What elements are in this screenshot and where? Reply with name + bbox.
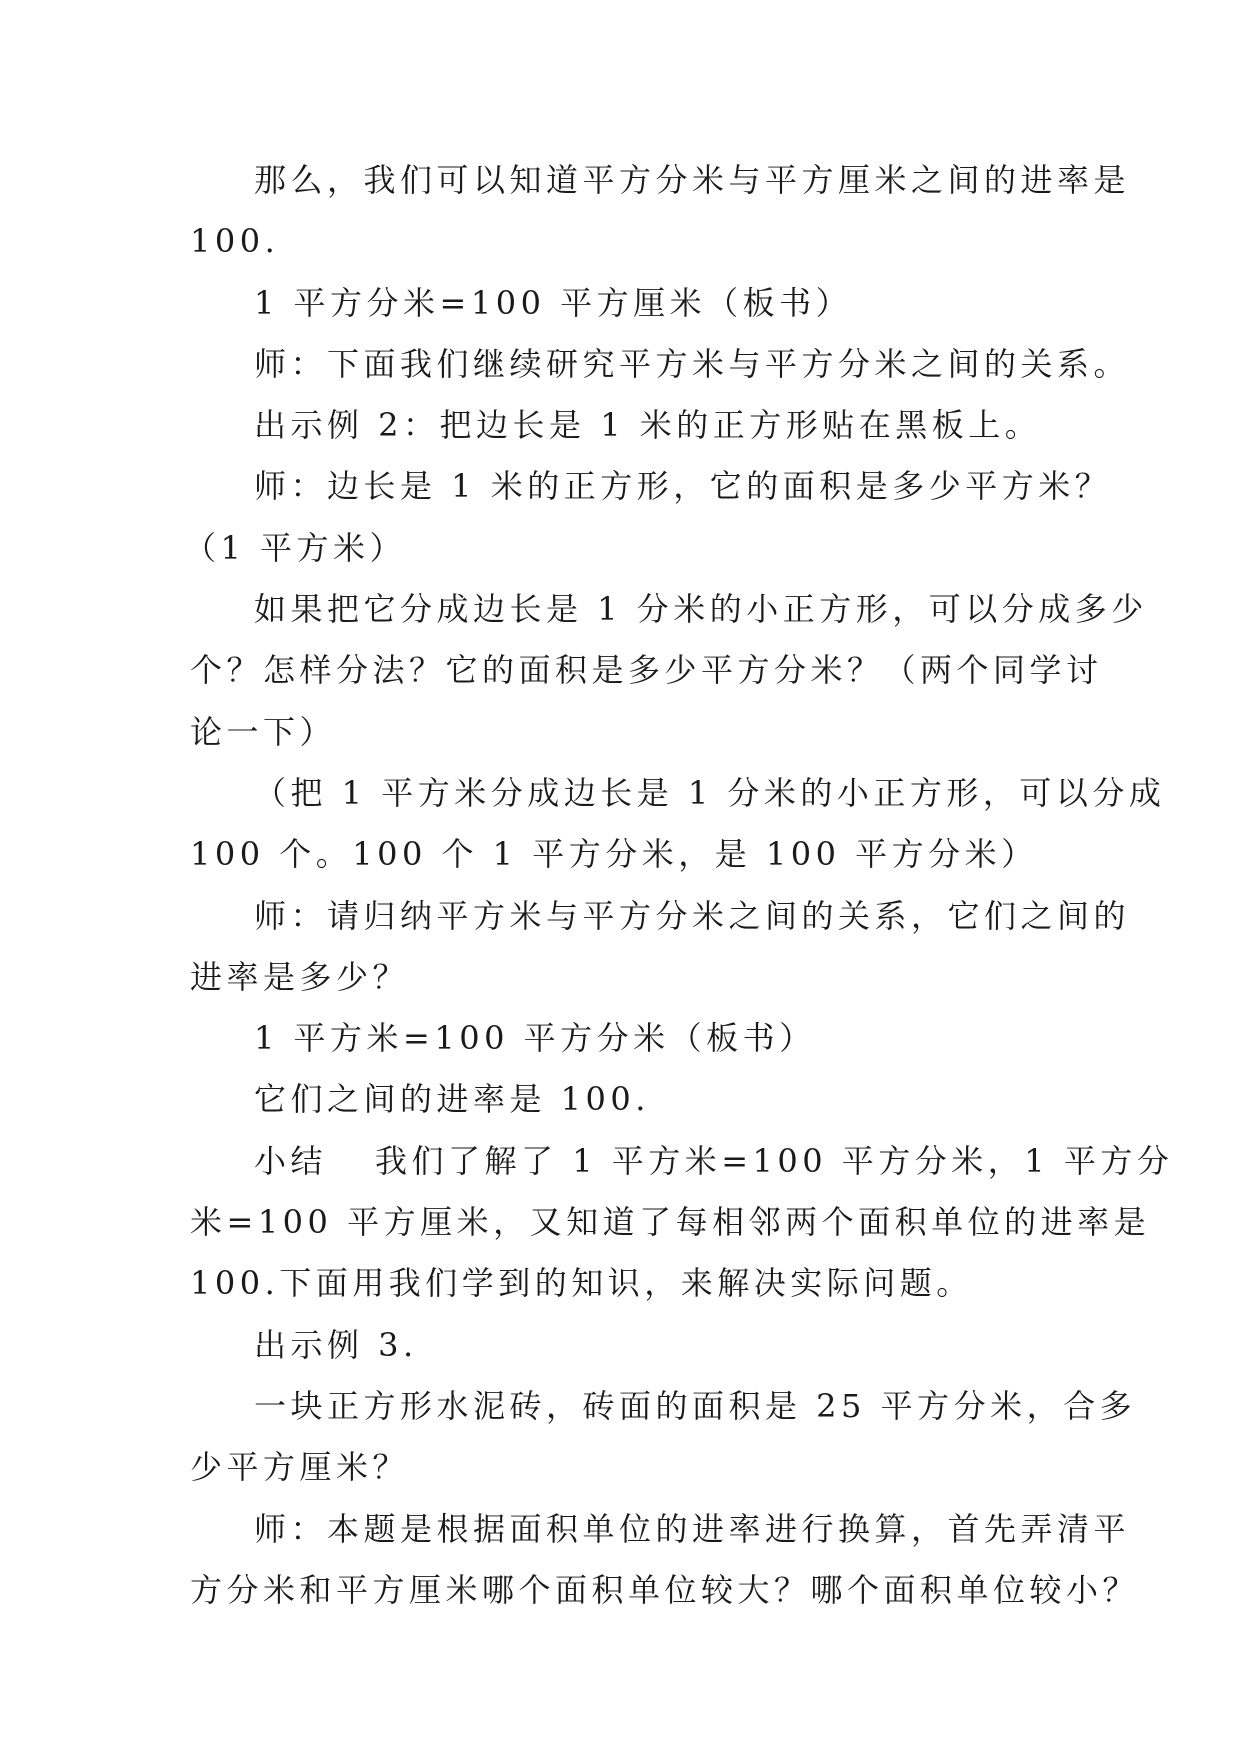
document-body [184,150,1174,1621]
paragraph-line: 方分米和平方厘米哪个面积单位较大？哪个面积单位较小？ [190,1570,1140,1609]
paragraph-line: 师：下面我们继续研究平方米与平方分米之间的关系。 [254,344,1131,383]
paragraph-line: 师：请归纳平方米与平方分米之间的关系，它们之间的 [254,896,1131,935]
paragraph-line: 师：本题是根据面积单位的进率进行换算，首先弄清平 [254,1509,1131,1548]
summary-text: 我们了解了 1 平方米=100 平方分米，1 平方分 [375,1141,1174,1180]
paragraph-line: 进率是多少？ [190,957,410,996]
paragraph-line: 100.下面用我们学到的知识，来解决实际问题。 [190,1264,973,1303]
paragraph-line: 个？怎样分法？它的面积是多少平方分米？（两个同学讨 [190,651,1103,690]
paragraph-line: 它们之间的进率是 100. [254,1080,650,1119]
paragraph-line: 如果把它分成边长是 1 分米的小正方形，可以分成多少 [254,590,1148,629]
paragraph-line: 米=100 平方厘米，又知道了每相邻两个面积单位的进率是 [190,1203,1151,1242]
paragraph-line: 少平方厘米？ [190,1448,410,1487]
paragraph-line: 出示例 2：把边长是 1 米的正方形贴在黑板上。 [254,406,1042,445]
paragraph-line: 论一下） [190,712,337,751]
paragraph-line: 一块正方形水泥砖，砖面的面积是 25 平方分米，合多 [254,1386,1137,1425]
paragraph-line: 出示例 3. [254,1325,418,1364]
paragraph-line: 1 平方米=100 平方分米（板书） [254,1019,816,1058]
paragraph-line: （把 1 平方米分成边长是 1 分米的小正方形，可以分成 [254,773,1166,812]
summary-line [190,1131,1174,1192]
paragraph-line: 那么，我们可以知道平方分米与平方厘米之间的进率是 [254,161,1131,199]
paragraph-line: （1 平方米） [184,528,407,567]
paragraph-line: 1 平方分米=100 平方厘米（板书） [254,283,853,322]
summary-label: 小结 [254,1141,328,1180]
paragraph-line: 100 个。100 个 1 平方分米，是 100 平方分米） [190,835,1038,874]
paragraph-line: 师：边长是 1 米的正方形，它的面积是多少平方米？ [254,467,1112,506]
paragraph-line: 100. [190,222,280,261]
